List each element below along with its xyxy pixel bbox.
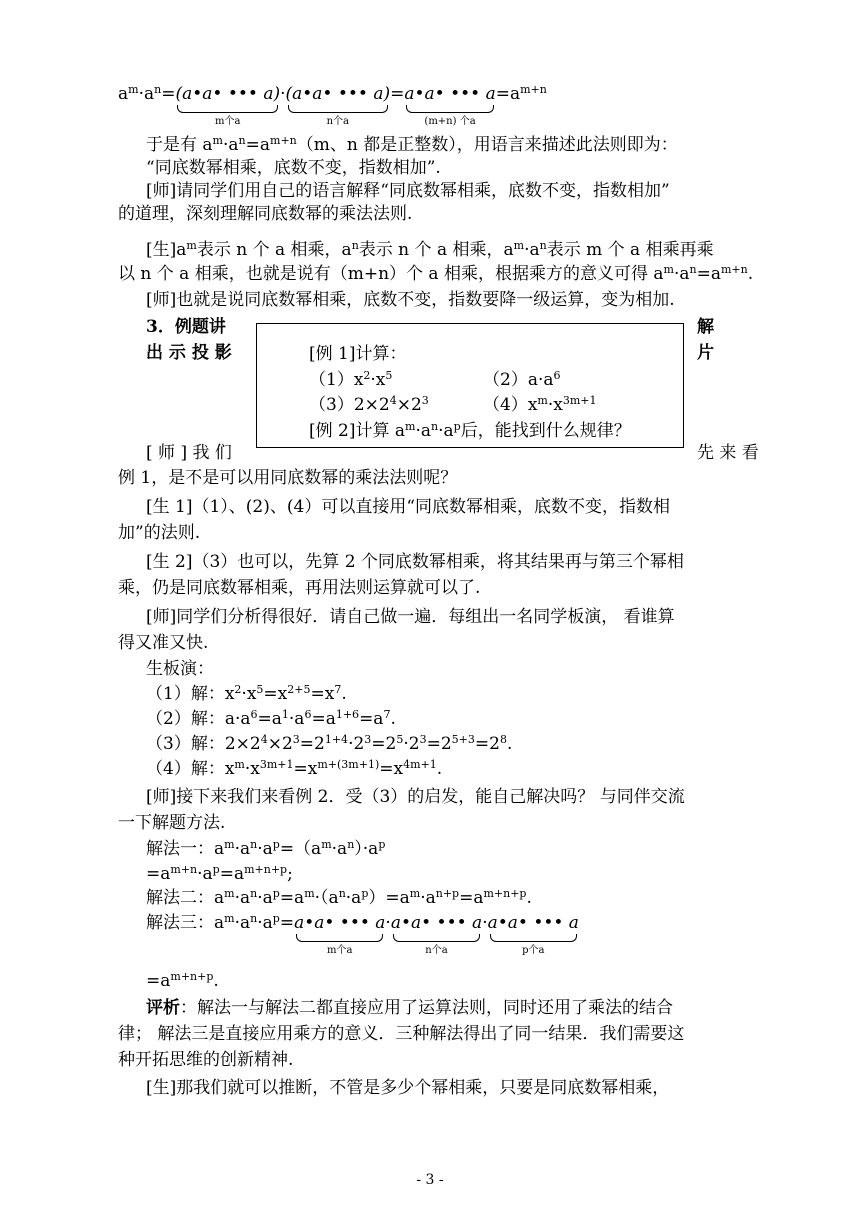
text-line: 乘，仍是同底数幂相乘，再用法则运算就可以了. xyxy=(118,578,481,598)
method-1: 解法一：$a^m\cdot a^n\cdot a^p=(a^m\cdot a^n)\cdot a^p$ xyxy=(146,838,386,859)
section-heading-2: 出 示 投 影 xyxy=(146,343,232,363)
text-line: 以 n 个 a 相乘，也就是说有（m+n）个 a 相乘，根据乘方的意义可得 $a^m\cdot a^n=a^{m+n}$. xyxy=(118,263,754,284)
example1-title: [例 1]计算： xyxy=(309,344,407,364)
formula-top: $a^m\cdot a^n=$ (a•a• ••• a) m个a · (a•a• ••• a) n个a = a•a• ••• a (m+n) 个a $=a^{m+n}$ xyxy=(118,83,547,127)
text-line: [师]同学们分析得很好．请自己做一遍．每组出一名同学板演， 看谁算 xyxy=(146,607,675,627)
group-m: (a•a• ••• a) m个a xyxy=(175,84,281,127)
text-line: [生 1]（1）、(2)、(4）可以直接用“同底数幂相乘，底数不变，指数相 xyxy=(146,497,671,517)
page-number: - 3 - xyxy=(416,1172,444,1188)
text-line: [师]请同学们用自己的语言解释“同底数幂相乘，底数不变，指数相加” xyxy=(146,181,670,201)
method-3: 解法三：$a^m\cdot a^n\cdot a^p=$ a•a• ••• a m个a · a•a• ••• a n个a · a•a• ••• a p个a xyxy=(146,912,579,956)
text-line: [ 师 ] 我 们 xyxy=(146,443,232,463)
text-line: 于是有 $a^m\cdot a^n=a^{m+n}(m$、n 都是正整数），用语言来描述此法则即为： xyxy=(146,134,678,155)
method-3-cont: $=a^{m+n+p}$. xyxy=(146,970,219,991)
text-line: 律； 解法三是直接应用乘方的意义．三种解法得出了同一结果．我们需要这 xyxy=(118,1024,685,1044)
problem-3: $(3)2\times 2^4\times 2^3$ xyxy=(309,394,429,415)
text-line: 得又准又快. xyxy=(118,633,209,653)
problem-4: $(4)x^m\cdot x^{3m+1}$ xyxy=(483,394,597,415)
method-2: 解法二：$a^m\cdot a^n\cdot a^p=a^m\cdot(a^n\cdot a^p)=a^m\cdot a^{n+p}=a^{m+n+p}$. xyxy=(146,887,532,908)
section-heading-right-2: 片 xyxy=(697,343,714,363)
text-line: 种开拓思维的创新精神. xyxy=(118,1050,294,1070)
text-line: [生 2]（3）也可以，先算 2 个同底数幂相乘，将其结果再与第三个幂相 xyxy=(146,552,684,572)
text-line: [师]接下来我们来看例 2．受（3）的启发，能自己解决吗？ 与同伴交流 xyxy=(146,787,685,807)
text-line: [师]也就是说同底数幂相乘，底数不变，指数要降一级运算，变为相加. xyxy=(146,290,675,310)
method-1-cont: $=a^{m+n}\cdot a^p=a^{m+n+p}$; xyxy=(146,863,293,884)
section-heading: 3．例题讲 xyxy=(146,317,226,337)
solution-3: （3）解：$2\times 2^4\times 2^3=2^{1+4}\cdot 2^3=2^5\cdot 2^3=2^{5+3}=2^8$. xyxy=(146,733,513,754)
text-line: [生]那我们就可以推断，不管是多少个幂相乘，只要是同底数幂相乘， xyxy=(146,1078,670,1098)
section-heading-right: 解 xyxy=(697,317,714,337)
evaluation: 评析：解法一与解法二都直接应用了运算法则，同时还用了乘法的结合 xyxy=(146,998,673,1018)
example2-title: [例 2]计算 $a^m\cdot a^n\cdot a^p$后，能找到什么规律？ xyxy=(309,420,631,441)
problem-1: $(1)x^2\cdot x^5$ xyxy=(309,369,393,390)
text-line: 例 1，是不是可以用同底数幂的乘法法则呢？ xyxy=(118,468,458,488)
solution-1: （1）解：$x^2\cdot x^5=x^{2+5}=x^7$. xyxy=(146,683,347,704)
text-line: 生板演： xyxy=(146,659,214,679)
text-line: 的道理，深刻理解同底数幂的乘法法则. xyxy=(118,204,413,224)
solution-2: （2）解：$a\cdot a^6=a^1\cdot a^6=a^{1+6}=a^7$. xyxy=(146,708,396,729)
problem-2: $(2)a\cdot a^6$ xyxy=(483,369,561,390)
group-n: (a•a• ••• a) n个a xyxy=(285,84,391,127)
text-line: “同底数幂相乘，底数不变，指数相加”. xyxy=(146,158,441,178)
example-box xyxy=(256,323,684,448)
text-line: 一下解题方法. xyxy=(118,813,226,833)
text-line-right: 先 来 看 xyxy=(697,443,759,463)
text-line: 加”的法则. xyxy=(118,523,201,543)
solution-4: （4）解：$x^m\cdot x^{3m+1}=x^{m+(3m+1)}=x^{4m+1}$. xyxy=(146,758,443,779)
group-mn: a•a• ••• a (m+n) 个a xyxy=(404,84,496,127)
text-line: [生]$a^m$表示 n 个 a 相乘，$a^n$表示 n 个 a 相乘，$a^m\cdot a^n$表示 m 个 a 相乘再乘 xyxy=(146,239,714,260)
